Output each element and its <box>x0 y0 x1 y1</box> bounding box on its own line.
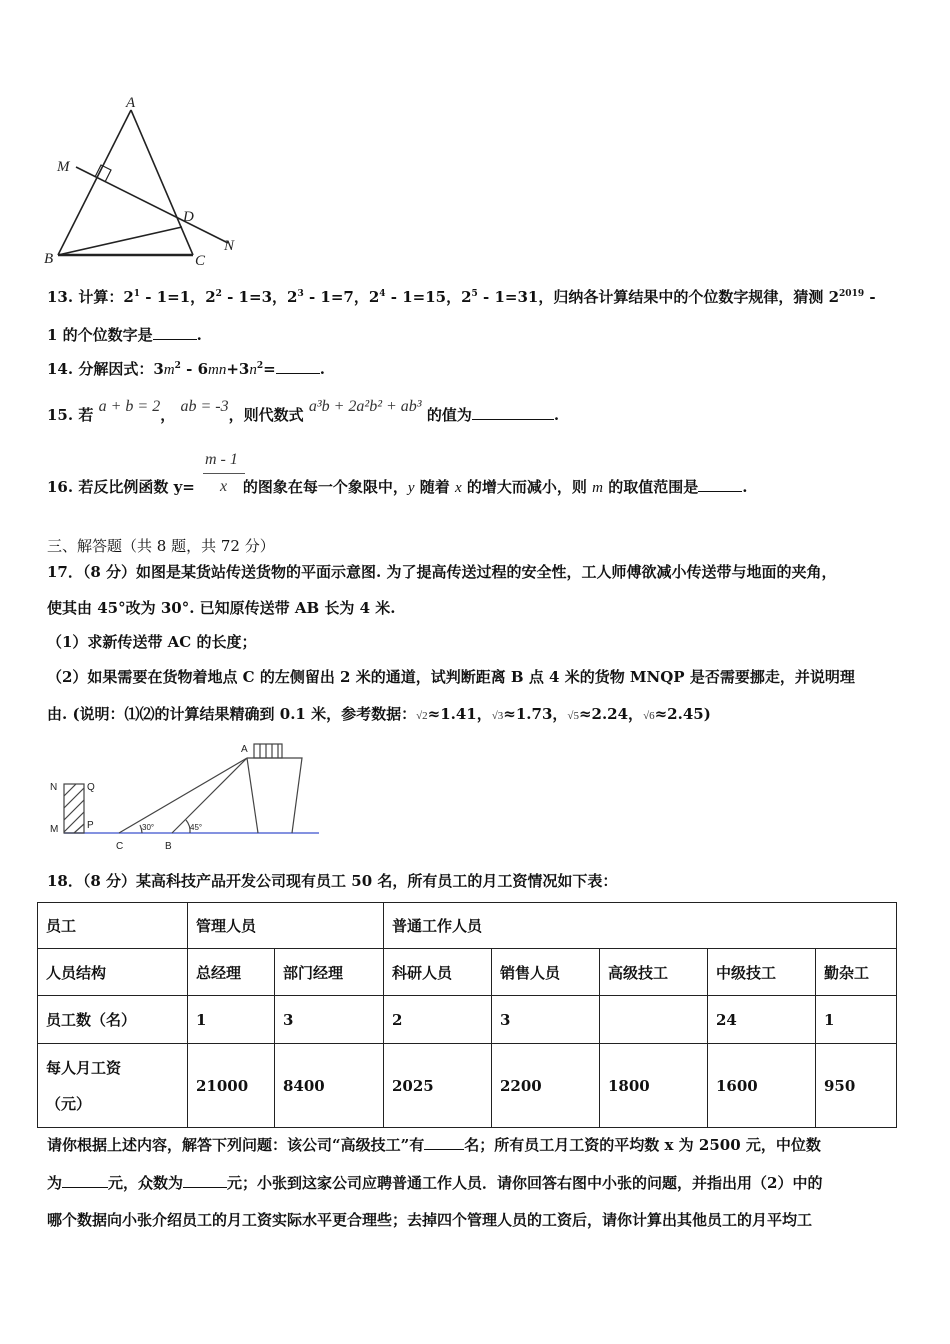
table-cell: 3 <box>275 996 384 1044</box>
q15-answer-blank[interactable] <box>472 405 554 420</box>
q13-guess-exp: 2019 <box>839 289 865 299</box>
table-cell: 总经理 <box>188 949 275 996</box>
table-row <box>38 1044 897 1128</box>
q17-line1: 17．（8 分）如图是某货站传送货物的平面示意图. 为了提高传送过程的安全性，工人师傅欲减小传送带与地面的夹角， <box>47 563 837 581</box>
q17-line2: 使其由 45°改为 30°. 已知原传送带 AB 长为 4 米. <box>47 599 396 617</box>
table-cell: 中级技工 <box>708 949 816 996</box>
q14-mn: mn <box>208 362 227 378</box>
wage-table <box>37 902 897 1128</box>
q18-blank-count[interactable] <box>424 1135 464 1150</box>
conv-label-P: P <box>87 820 94 831</box>
conv-label-M: M <box>50 824 59 835</box>
q16-numerator: m - 1 <box>205 451 238 468</box>
question-14: 14. 分解因式：$3m^2 - 6mn+3n^2=$ . <box>47 360 325 378</box>
q13-expr3-exp: 3 <box>297 289 304 299</box>
q18-blank-mode[interactable] <box>183 1173 227 1188</box>
question-13-line1 <box>47 287 876 307</box>
table-cell: 销售人员 <box>492 949 600 996</box>
q17-part2: （2）如果需要在货物着地点 C 的左侧留出 2 米的通道，试判断距离 B 点 4 米的货物 MNQP 是否需要挪走，并说明理 <box>47 668 855 686</box>
table-cell: 2200 <box>492 1044 600 1128</box>
q14-text: 分解因式：3 <box>78 360 164 378</box>
q17-line5 <box>47 704 711 726</box>
q13-expr3-base: 2 <box>287 288 298 306</box>
label-C: C <box>195 253 206 269</box>
table-row <box>38 996 897 1044</box>
q16-text1: 若反比例函数 y= <box>78 478 195 496</box>
q13-expr1-exp: 1 <box>133 289 141 299</box>
question-13-line2 <box>47 325 202 345</box>
q16-text4: 的增大而减小，则 <box>461 478 593 496</box>
q13-expr4-exp: 4 <box>379 289 386 299</box>
q13-expr3-rest: - 1=7， <box>303 288 369 306</box>
q17-sqrt6: √6 <box>643 710 655 722</box>
conv-label-A: A <box>241 744 248 755</box>
q13-line2-text: 1 的个位数字是 <box>47 326 153 344</box>
q13-expr2-base: 2 <box>205 288 216 306</box>
q16-x: x <box>455 480 462 496</box>
question-15 <box>47 398 560 426</box>
table-cell: 勤杂工 <box>816 949 897 996</box>
q14-plus: +3 <box>226 360 250 378</box>
q18-p2c: 元；小张到这家公司应聘普通工作人员．请你回答右图中小张的问题，并指出用（2）中的 <box>227 1174 823 1192</box>
q17-line5-text: 由. (说明：⑴⑵的计算结果精确到 0.1 米，参考数据： <box>47 705 417 723</box>
q17-sqrt3: √3 <box>491 710 504 722</box>
table-cell: 科研人员 <box>384 949 492 996</box>
q13-guess-rest: - <box>864 288 876 306</box>
q18-para-line3: 哪个数据向小张介绍员工的月工资实际水平更合理些；去掉四个管理人员的工资后，请你计算出其他员工的月平均工 <box>47 1211 813 1229</box>
q14-n: n <box>249 362 257 378</box>
q13-number: 13. <box>47 288 74 306</box>
table-cell: 2025 <box>384 1044 492 1128</box>
q13-expr4-rest: - 1=15， <box>385 288 462 306</box>
q14-end: . <box>319 360 325 378</box>
label-N: N <box>224 238 235 254</box>
label-B: B <box>44 251 54 267</box>
q16-end: . <box>742 478 748 496</box>
row4-label-line1: 每人月工资 <box>46 1058 122 1077</box>
q18-p1b: 名；所有员工月工资的平均数 x 为 2500 元，中位数 <box>464 1136 821 1154</box>
table-cell: 1800 <box>600 1044 708 1128</box>
q13-expr2-exp: 2 <box>215 289 222 299</box>
table-cell <box>38 1044 188 1128</box>
q13-expr5-base: 2 <box>461 288 472 306</box>
table-cell: 3 <box>492 996 600 1044</box>
q16-y: y <box>407 480 415 496</box>
q17-sqrt2: √2 <box>416 710 428 722</box>
section-heading: 三、解答题（共 8 题，共 72 分） <box>47 537 275 555</box>
conv-label-N: N <box>50 782 58 793</box>
q18-para-line2 <box>47 1173 822 1193</box>
q13-guess-base: 2 <box>828 288 840 306</box>
q17-val2: ≈1.41， <box>427 705 492 723</box>
q18-blank-median[interactable] <box>62 1173 108 1188</box>
q15-tail: 的值为 <box>426 406 472 424</box>
q15-equation2: ab = -3 <box>180 398 229 415</box>
q17-val3: ≈1.73， <box>503 705 568 723</box>
table-cell: 管理人员 <box>188 903 384 949</box>
table-cell: 1 <box>816 996 897 1044</box>
table-cell <box>600 996 708 1044</box>
q15-equation1: a + b = 2 <box>98 398 161 415</box>
question-16 <box>47 477 747 498</box>
conv-label-C: C <box>116 841 124 852</box>
q13-end: . <box>196 326 202 344</box>
conv-label-45: 45° <box>190 823 203 832</box>
q16-denominator: x <box>220 478 228 495</box>
q15-end: . <box>553 406 560 424</box>
q16-text5: 的取值范围是 <box>602 478 699 496</box>
q14-number: 14. <box>47 360 74 378</box>
q13-expr2-rest: - 1=3， <box>221 288 288 306</box>
q13-expr5-rest: - 1=31， <box>477 288 554 306</box>
table-cell: 1600 <box>708 1044 816 1128</box>
q17-val6: ≈2.45) <box>654 705 711 723</box>
table-row <box>38 949 897 996</box>
q17-part1: （1）求新传送带 AC 的长度； <box>47 633 257 651</box>
q14-m: m <box>163 362 175 378</box>
q15-ruo: 若 <box>78 406 94 424</box>
q16-text3: 随着 <box>414 478 455 496</box>
q15-number: 15. <box>47 406 74 424</box>
q13-expr1-base: 2 <box>123 288 134 306</box>
q13-middle: 归纳各计算结果中的个位数字规律，猜测 <box>553 288 829 306</box>
table-cell: 高级技工 <box>600 949 708 996</box>
q17-val5: ≈2.24， <box>578 705 644 723</box>
table-cell: 1 <box>188 996 275 1044</box>
q17-sqrt5: √5 <box>567 710 579 722</box>
q18-p2a: 为 <box>47 1174 63 1192</box>
q15-comma: ， <box>160 406 176 424</box>
q18-p1a: 请你根据上述内容，解答下列问题：该公司“高级技工”有 <box>47 1136 425 1154</box>
q16-number: 16. <box>47 478 74 496</box>
table-cell: 部门经理 <box>275 949 384 996</box>
q13-prefix: 计算： <box>78 288 124 306</box>
table-cell: 21000 <box>188 1044 275 1128</box>
q15-expression: a³b + 2a²b² + ab³ <box>308 398 422 415</box>
label-D: D <box>183 209 194 225</box>
q14-eq: = <box>263 360 276 378</box>
q15-middle: ，则代数式 <box>228 406 304 424</box>
q16-m: m <box>592 480 603 496</box>
table-row <box>38 903 897 949</box>
table-cell: 24 <box>708 996 816 1044</box>
q16-text2: 的图象在每一个象限中， <box>242 478 408 496</box>
q13-expr1-rest: - 1=1， <box>140 288 206 306</box>
q18-p2b: 元，众数为 <box>108 1174 184 1192</box>
conv-label-B: B <box>165 841 172 852</box>
label-A: A <box>126 95 136 111</box>
q16-fraction-bar <box>203 473 245 474</box>
table-cell: 8400 <box>275 1044 384 1128</box>
triangle-figure <box>40 95 250 270</box>
table-cell: 2 <box>384 996 492 1044</box>
conv-label-30: 30° <box>142 823 155 832</box>
q18-para-line1 <box>47 1135 821 1155</box>
q13-answer-blank[interactable] <box>153 325 197 340</box>
q18-intro: 18．（8 分）某高科技产品开发公司现有员工 50 名，所有员工的月工资情况如下表： <box>47 872 618 890</box>
table-cell: 950 <box>816 1044 897 1128</box>
q13-expr5-exp: 5 <box>471 289 478 299</box>
q13-expr4-base: 2 <box>368 288 380 306</box>
q16-answer-blank[interactable] <box>698 477 742 492</box>
row4-label-line2: （元） <box>46 1094 92 1113</box>
table-cell: 普通工作人员 <box>384 903 897 949</box>
conveyor-figure <box>44 738 324 856</box>
table-cell: 员工 <box>38 903 188 949</box>
table-cell: 员工数（名） <box>38 996 188 1044</box>
label-M: M <box>57 159 70 175</box>
table-cell: 人员结构 <box>38 949 188 996</box>
conv-label-Q: Q <box>87 782 95 793</box>
q14-answer-blank[interactable] <box>276 359 320 374</box>
q14-mid: - 6 <box>180 360 209 378</box>
